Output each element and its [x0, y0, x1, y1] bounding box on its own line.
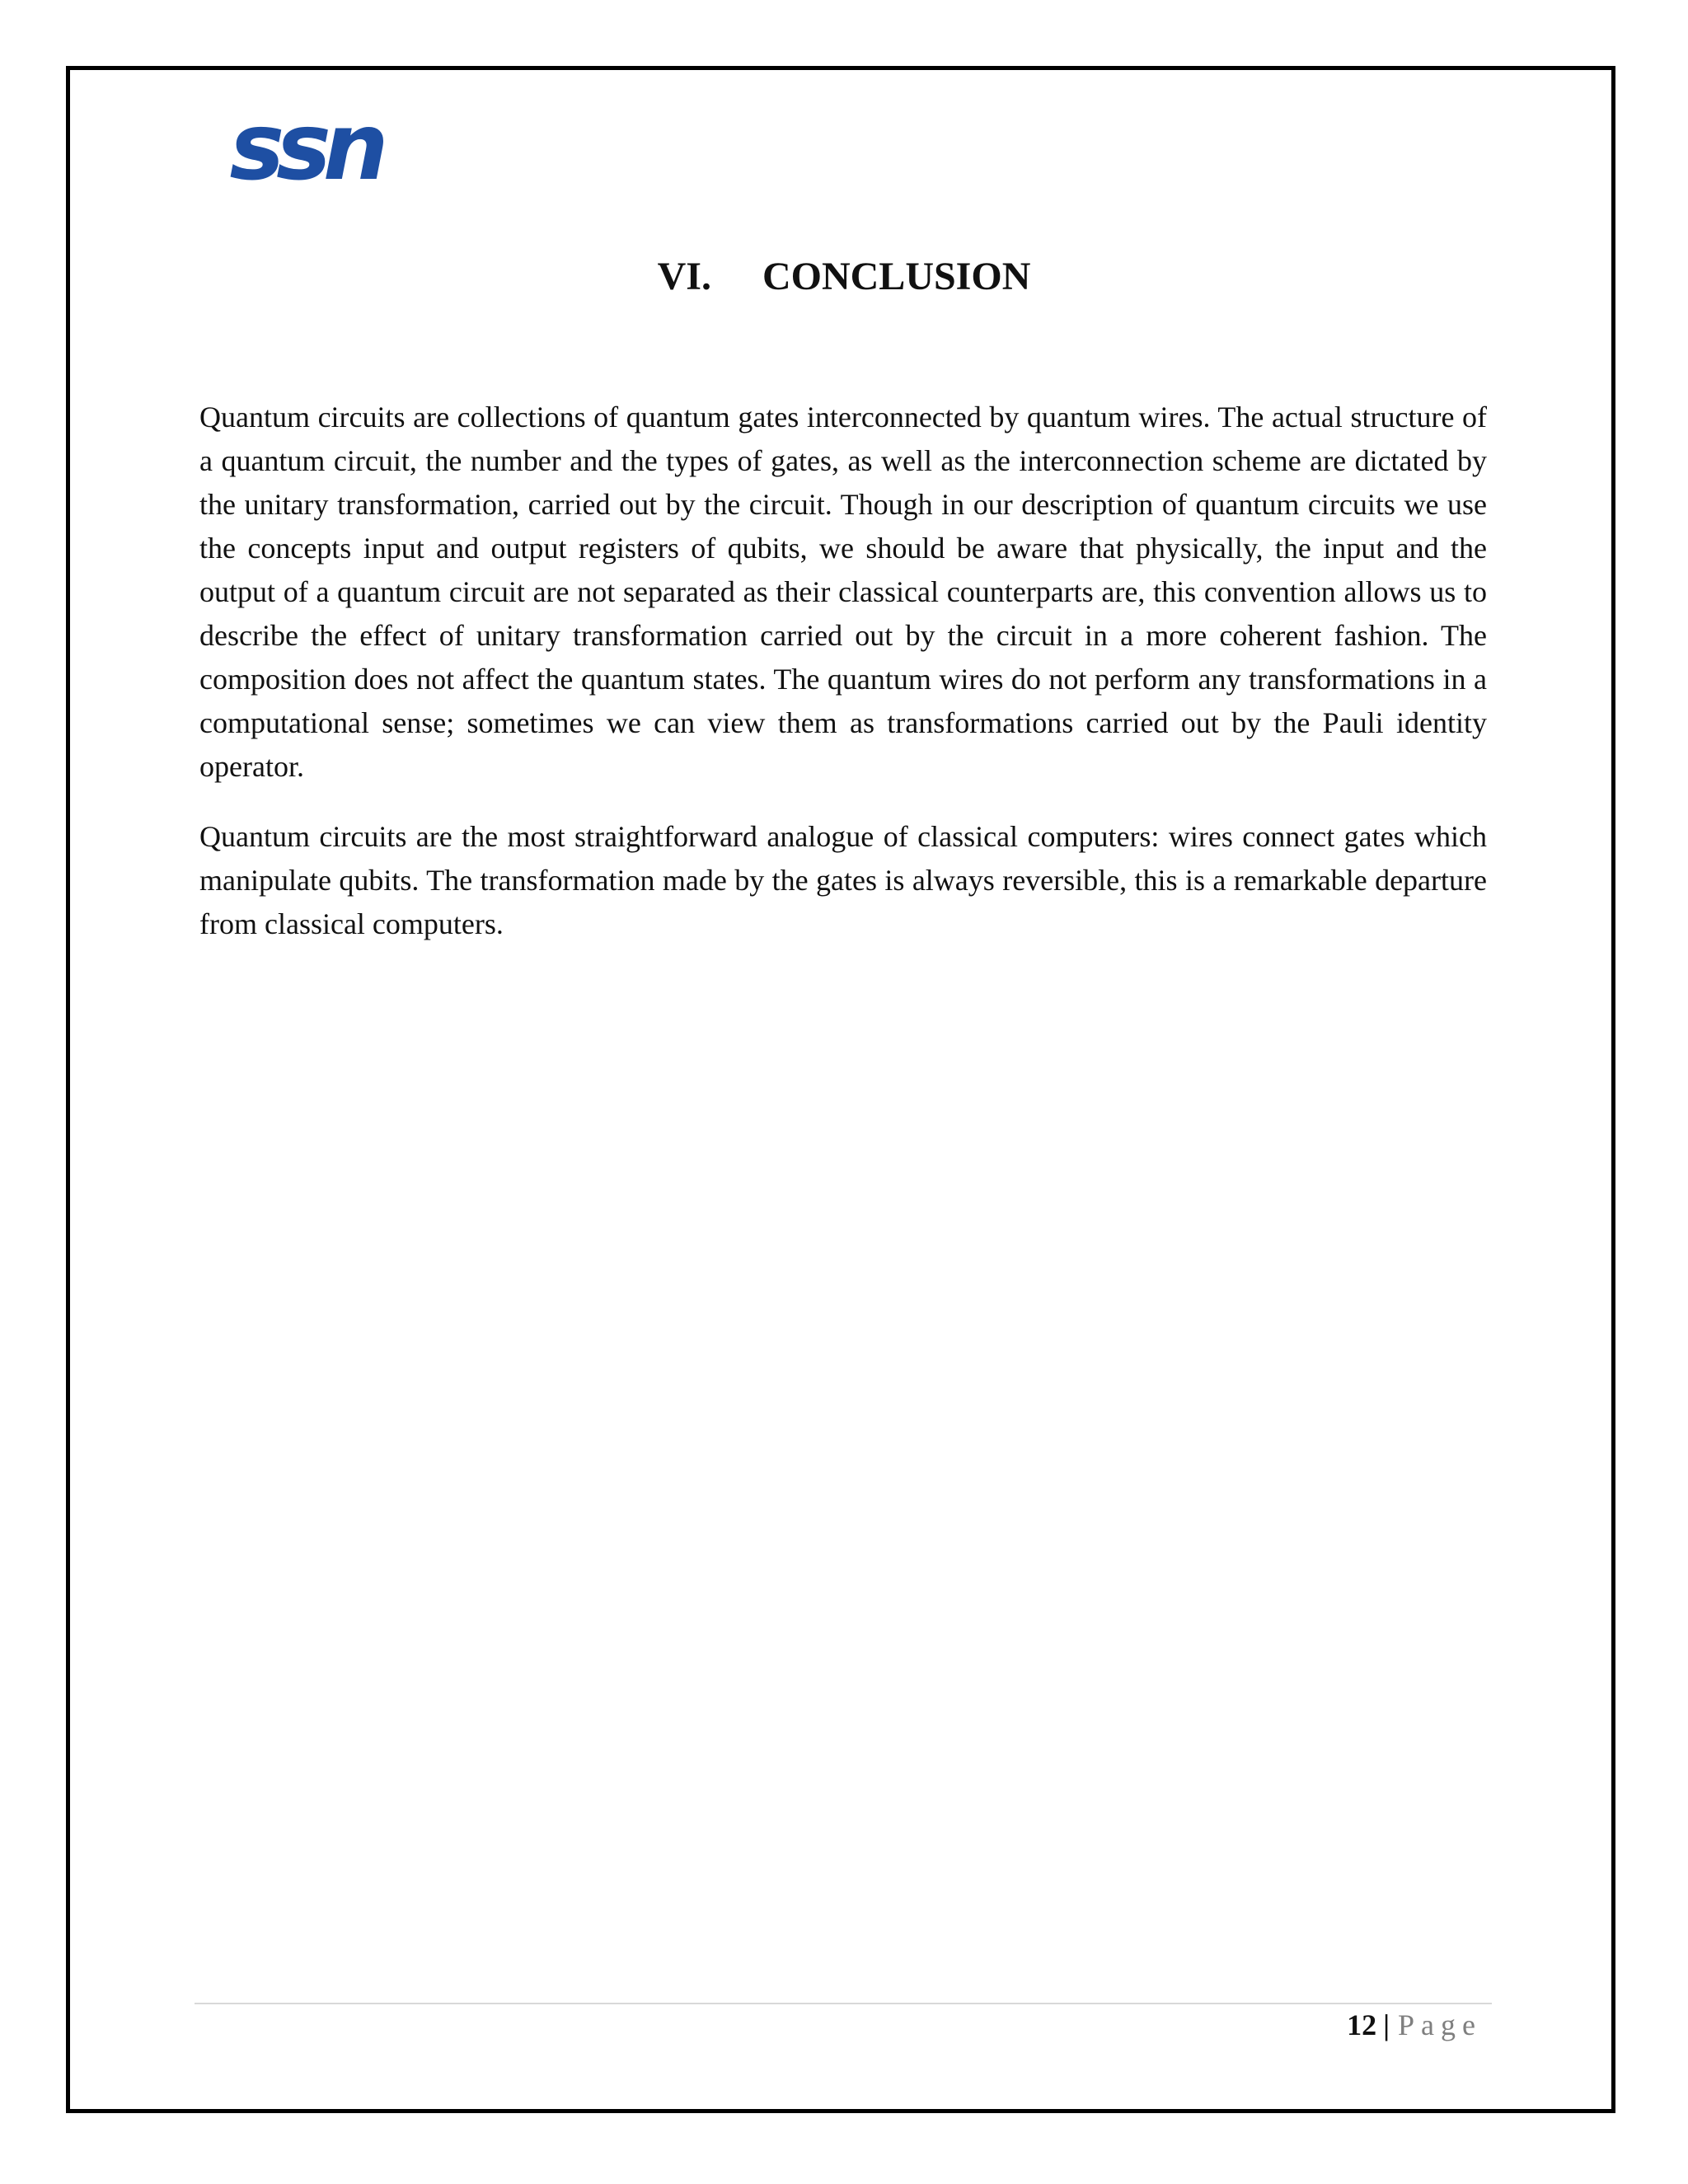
- page-label: Page: [1398, 2008, 1482, 2041]
- page-footer: [1347, 2004, 1482, 2046]
- section-number: VI.: [657, 255, 711, 298]
- ssn-logo: [223, 103, 387, 194]
- page-number: 12: [1347, 2008, 1377, 2041]
- paragraph: Quantum circuits are the most straightforward analogue of classical computers: wires connect gates which manipulate qubits. The transformation made by the gates is always reversible, this is a remarkable departure from classical computers.: [199, 820, 1487, 940]
- page-border: [66, 66, 1615, 2113]
- body-text: [199, 396, 1487, 972]
- footer-divider: [195, 2003, 1492, 2004]
- logo-text: ssn: [229, 103, 381, 194]
- footer-separator: |: [1383, 2008, 1390, 2041]
- section-title: CONCLUSION: [762, 255, 1031, 298]
- paragraph: Quantum circuits are collections of quantum gates interconnected by quantum wires. The actual structure of a quantum circuit, the number and the types of gates, as well as the interconnection scheme are dictated by the unitary transformation, carried out by the circuit. Though in our description of quantum circuits we use the concepts input and output registers of qubits, we should be aware that physically, the input and the output of a quantum circuit are not separated as their classical counterparts are, this convention allows us to describe the effect of unitary transformation carried out by the circuit in a more coherent fashion. The composition does not affect the quantum states. The quantum wires do not perform any transformations in a computational sense; sometimes we can view them as transformations carried out by the Pauli identity operator.: [199, 401, 1487, 783]
- section-heading: [0, 254, 1688, 299]
